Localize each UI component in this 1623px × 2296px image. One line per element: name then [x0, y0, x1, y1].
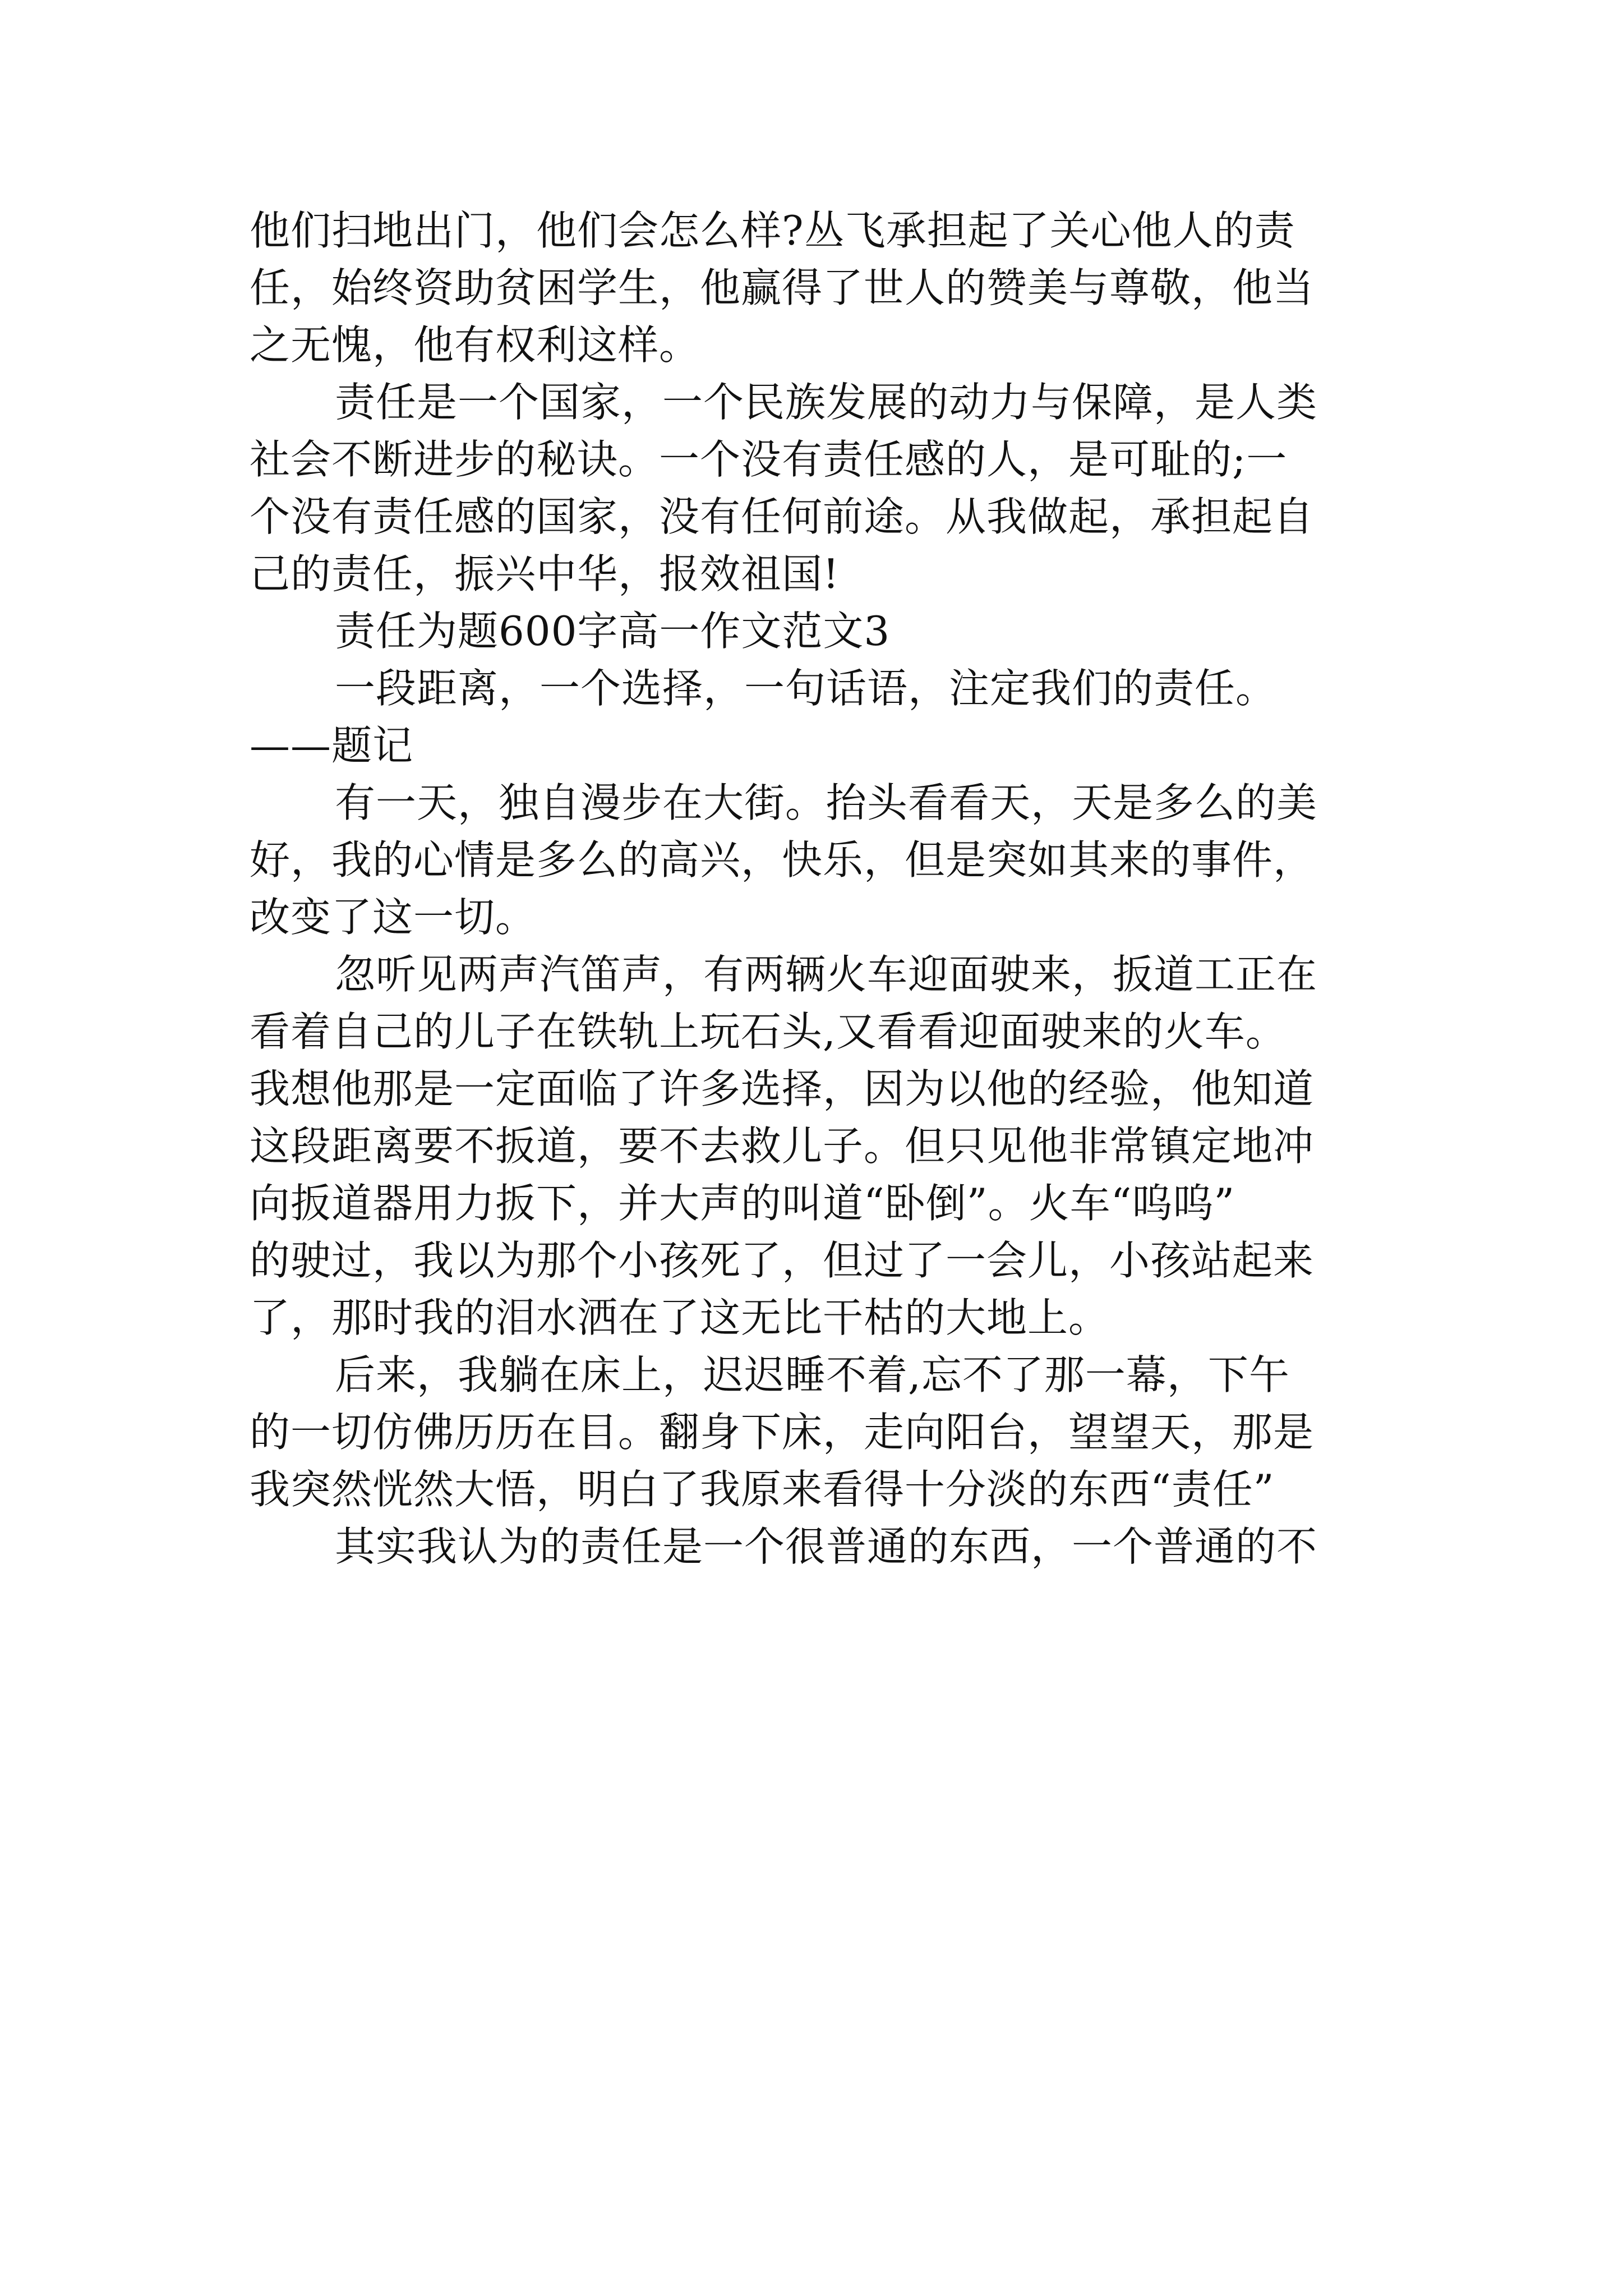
text-line: 任，始终资助贫困学生，他赢得了世人的赞美与尊敬，他当	[250, 264, 1315, 311]
text-line: 了，那时我的泪水洒在了这无比干枯的大地上。	[250, 1294, 1110, 1341]
text-line: 个没有责任感的国家，没有任何前途。从我做起，承担起自	[250, 493, 1315, 540]
paragraph-first-line: 其实我认为的责任是一个很普通的东西，一个普通的不	[335, 1523, 1318, 1570]
text-line: 我突然恍然大悟，明白了我原来看得十分淡的东西“责任”	[250, 1466, 1275, 1513]
text-line: 的驶过，我以为那个小孩死了，但过了一会儿，小孩站起来	[250, 1237, 1315, 1284]
text-line: 的一切仿佛历历在目。翻身下床，走向阳台，望望天，那是	[250, 1409, 1315, 1456]
text-line: 改变了这一切。	[250, 894, 537, 941]
epigraph: 一段距离，一个选择，一句话语，注定我们的责任。	[335, 665, 1277, 712]
epigraph-attribution: ——题记	[250, 722, 414, 769]
text-line: 看着自己的儿子在铁轨上玩石头,又看看迎面驶来的火车。	[250, 1008, 1287, 1055]
text-line: 这段距离要不扳道，要不去救儿子。但只见他非常镇定地冲	[250, 1122, 1315, 1170]
text-line: 社会不断进步的秘诀。一个没有责任感的人，是可耻的;一	[250, 436, 1288, 483]
text-line: 他们扫地出门，他们会怎么样?丛飞承担起了关心他人的责	[250, 207, 1295, 254]
section-heading: 责任为题600字高一作文范文3	[335, 608, 891, 655]
text-line: 好，我的心情是多么的高兴，快乐，但是突如其来的事件，	[250, 836, 1315, 884]
text-line: 之无愧，他有权利这样。	[250, 321, 700, 369]
paragraph-first-line: 忽听见两声汽笛声，有两辆火车迎面驶来，扳道工正在	[335, 951, 1318, 998]
paragraph-first-line: 责任是一个国家，一个民族发展的动力与保障，是人类	[335, 379, 1318, 426]
text-line: 向扳道器用力扳下，并大声的叫道“卧倒”。火车“呜呜”	[250, 1180, 1235, 1227]
paragraph-first-line: 后来，我躺在床上，迟迟睡不着,忘不了那一幕，下午	[335, 1351, 1290, 1398]
text-line: 我想他那是一定面临了许多选择，因为以他的经验，他知道	[250, 1065, 1315, 1112]
paragraph-first-line: 有一天，独自漫步在大街。抬头看看天，天是多么的美	[335, 779, 1318, 826]
document-body	[250, 202, 1382, 1575]
text-line: 己的责任，振兴中华，报效祖国!	[250, 550, 840, 597]
